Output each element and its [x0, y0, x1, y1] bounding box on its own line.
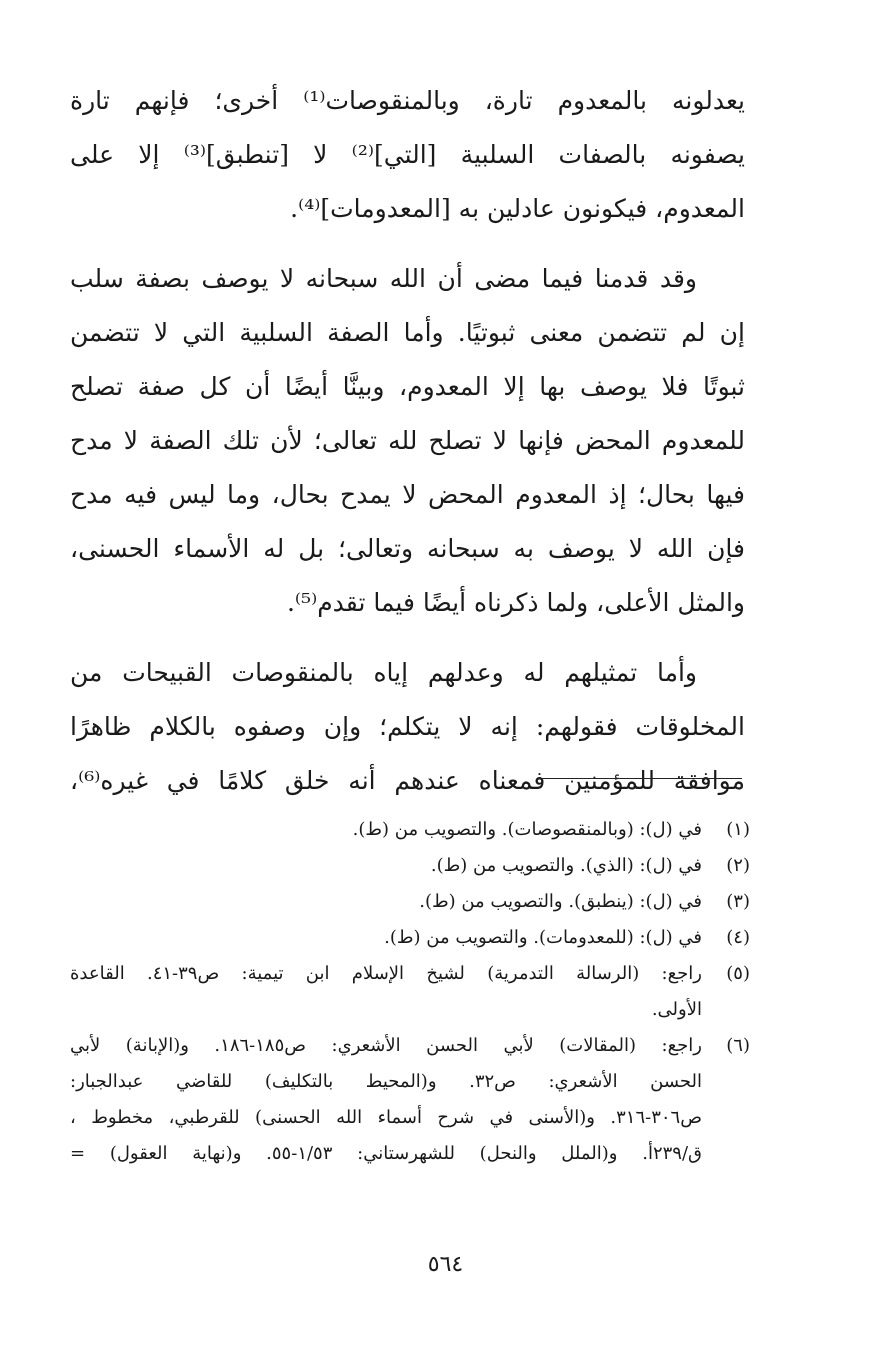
text-line: والمثل الأعلى، ولما ذكرناه أيضًا فيما تقدم⁽⁵⁾.: [286, 588, 745, 617]
footnote-1: [70, 812, 750, 848]
text-line: وقد قدمنا فيما مضى أن الله سبحانه لا يوصف بصفة سلب: [70, 264, 697, 293]
text-line: المخلوقات فقولهم: إنه لا يتكلم؛ وإن وصفوه بالكلام ظاهرًا: [70, 712, 745, 741]
footnote-text: ص٣٠٦-٣١٦. و(الأسنى في شرح أسماء الله الحسنى) للقرطبي، مخطوط ،: [70, 1107, 702, 1128]
footnote-2: [70, 848, 750, 884]
footnote-text: في (ل): (للمعدومات). والتصويب من (ط).: [384, 927, 702, 948]
text-line: إن لم تتضمن معنى ثبوتيًا. وأما الصفة السلبية التي لا تتضمن: [70, 318, 745, 347]
footnote-text: في (ل): (الذي). والتصويب من (ط).: [430, 855, 702, 876]
footnote-3: [70, 884, 750, 920]
paragraph-3: [70, 646, 745, 808]
footnote-text: راجع: (الرسالة التدمرية) لشيخ الإسلام ابن تيمية: ص٣٩-٤١. القاعدة: [70, 963, 702, 984]
footnote-text: راجع: (المقالات) لأبي الحسن الأشعري: ص١٨٥-١٨٦. و(الإبانة) لأبي: [70, 1035, 702, 1056]
footnotes: [70, 812, 750, 1172]
text-line: يعدلونه بالمعدوم تارة، وبالمنقوصات⁽¹⁾ أخرى؛ فإنهم تارة: [70, 86, 745, 115]
footnote-text: الحسن الأشعري: ص٣٢. و(المحيط بالتكليف) للقاضي عبدالجبار:: [70, 1071, 703, 1092]
text-line: المعدوم، فيكونون عادلين به [المعدومات]⁽⁴⁾.: [290, 194, 745, 223]
footnote-separator: [540, 778, 742, 779]
paragraph-1: [70, 74, 745, 236]
footnote-number: (٦): [726, 1035, 750, 1056]
paragraph-2: [70, 252, 745, 630]
text-line: فإن الله لا يوصف به سبحانه وتعالى؛ بل له الأسماء الحسنى،: [70, 534, 745, 563]
footnote-number: (٣): [726, 891, 750, 912]
footnote-text: الأولى.: [651, 999, 702, 1020]
main-text: [70, 74, 745, 812]
footnote-number: (١): [726, 819, 750, 840]
text-line: فيها بحال؛ إذ المعدوم المحض لا يمدح بحال، وما ليس فيه مدح: [70, 480, 745, 509]
footnote-5: [70, 956, 750, 1028]
footnote-text: ق/٢٣٩أ. و(الملل والنحل) للشهرستاني: ١/٥٣-٥٥. و(نهاية العقول) =: [70, 1143, 703, 1164]
footnote-text: في (ل): (وبالمنقصوصات). والتصويب من (ط).: [352, 819, 702, 840]
footnote-4: [70, 920, 750, 956]
footnote-6: [70, 1028, 750, 1172]
text-line: يصفونه بالصفات السلبية [التي]⁽²⁾ لا [تنطبق]⁽³⁾ إلا على: [70, 140, 746, 169]
text-line: للمعدوم المحض فإنها لا تصلح لله تعالى؛ لأن تلك الصفة لا مدح: [70, 426, 745, 455]
page-number: ٥٦٤: [427, 1252, 464, 1277]
text-line: موافقة للمؤمنين فمعناه عندهم أنه خلق كلامًا في غيره⁽⁶⁾،: [70, 766, 745, 795]
footnote-number: (٤): [726, 927, 750, 948]
footnote-text: في (ل): (ينطبق). والتصويب من (ط).: [419, 891, 702, 912]
footnote-number: (٥): [726, 963, 750, 984]
text-line: ثبوتًا فلا يوصف بها إلا المعدوم، وبينَّا أيضًا أن كل صفة تصلح: [70, 372, 745, 401]
footnote-number: (٢): [726, 855, 750, 876]
text-line: وأما تمثيلهم له وعدلهم إياه بالمنقوصات القبيحات من: [70, 658, 697, 687]
